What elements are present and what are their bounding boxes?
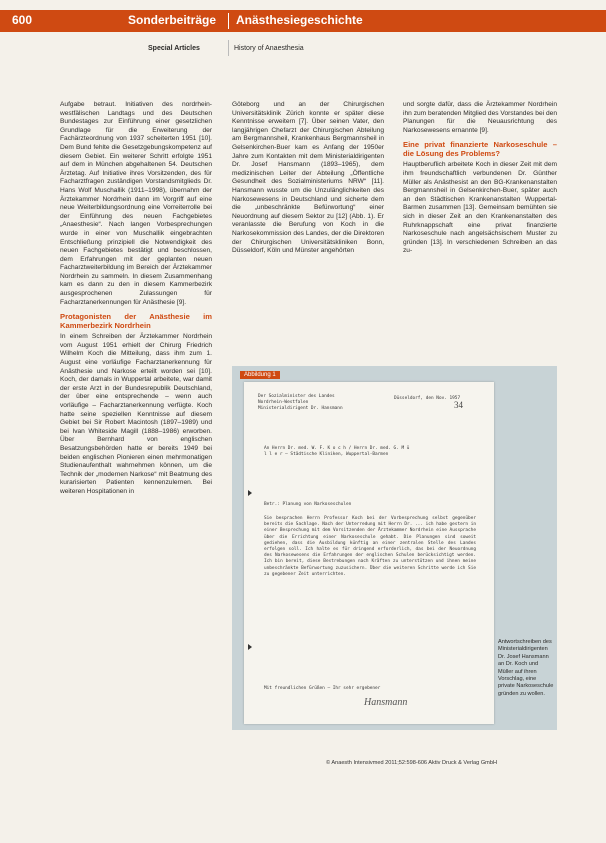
letter-date: Düsseldorf, den Nov. 1957 (394, 396, 461, 401)
letter-closing: Mit freundlichen Grüßen — Ihr sehr ergebener (264, 686, 381, 691)
figure-label: Abbildung 1 (240, 371, 280, 379)
header-divider (228, 13, 229, 29)
section-heading: Protagonisten der Anästhesie im Kammerbezirk Nordrhein (60, 312, 212, 331)
footer-copyright: © Anaesth Intensivmed 2011;52:598-606 Aktiv Druck & Verlag GmbH (326, 760, 497, 766)
header-bar (0, 10, 606, 32)
section-heading: Eine privat finanzierte Narkoseschule – die Lösung des Problems? (403, 140, 557, 159)
letter-sender: Der Sozialminister des Landes Nordrhein-Westfalen Ministerialdirigent Dr. Hansmann (258, 394, 343, 412)
paragraph: Aufgabe betraut. Initiativen des nordrhein-westfälischen Landtags und des Deutschen Bundestages zur Einführung einer gesetzlichen Grundlage für die Erweiterung der Fachärzteordnung von 1937 scheiterten 1951 [10]. Dem Bund fehlte die Gesetzgebungskompetenz auf diesem Gebiet. Ein weiterer Schritt erfolgte 1951 auf dem in München abgehaltenen 54. Deutschen Ärztetag. Auf Initiative ihres Vorsitzenden, des für Facharztfragen zuständigen Vorstandsmitglieds Dr. Hans Wolf Muschallik (1911–1998), übernahm der Ärztekammer Nordrhein dann im Vorgriff auf eine neue Weiterbildungsordnung eine Vorreiterrolle bei der Einführung des neuen Fachgebietes „Anaesthesie“. Nach langen Vorbesprechungen wurde in einer von Muschallik eingebrachten Entschließung prinzipiell die Notwendigkeit des neuen Fachgebietes bestätigt und beschlossen, dem Erfahrungen mit der geplanten neuen Facharztweiterbildung im Bereich der Ärztekammer Nordrhein zu sammeln. In diesem Zusammenhang kam es dann zu den in diesem Kammerbezirk ausgesprochenen Zulassungen für Facharztanerkennungen für Anästhesie [9]. (60, 101, 212, 306)
figure-caption: Antwortschreiben des Ministerialdirigenten Dr. Josef Hansmann an Dr. Koch und Müller auf ihren Vorschlag, eine private Narkoseschule gründen zu wollen. (498, 639, 554, 697)
letter-signature: Hansmann (364, 697, 408, 708)
letter-handwritten-number: 34 (454, 400, 463, 410)
section-title: Sonderbeiträge (128, 13, 217, 27)
letter-recipient: An Herrn Dr. med. W. F. K o c h / Herrn Dr. med. G. M ü l l e r — Städtische Kliniken, Wuppertal-Barmen (264, 446, 410, 458)
column-1 (60, 101, 212, 501)
subheader-right: History of Anaesthesia (234, 45, 304, 52)
margin-arrow-icon (248, 490, 252, 496)
paragraph: und sorgte dafür, dass die Ärztekammer Nordrhein ihn zum beratenden Mitglied des Vorstandes bei den Planungen für die Neuausrichtung des Narkosewesens ernannte [9]. (403, 101, 557, 134)
letter-scan (244, 382, 494, 724)
letter-body: Sie besprachen Herrn Professor Koch bei der Vorbesprechung selbst gegenüber bereits die Sachlage. Nach der Unterredung mit Herrn Dr. ... ich habe gestern in einer Besprechung mit dem Vorsitzenden der Ärztekammer Nordrhein eine Aussprache über die Errichtung einer Narkoseschule gehabt. Die Planungen sind soweit gediehen, dass die Ausbildung künftig an einer zentralen Stelle des Landes erfolgen soll. Ich halte es für dringend erforderlich, das bei der Neuordnung des Narkosewesens die Erfahrungen der englischen Schulen berücksichtigt werden. Ich bin bereit, diese Bestrebungen nach Kräften zu unterstützen und ihnen meine unbeschränkte Befürwortung zuzusichern. Über die weiteren Schritte werde ich Sie zu gegebener Zeit unterrichten. (264, 516, 476, 577)
letter-subject: Betr.: Planung von Narkoseschulen (264, 502, 352, 507)
column-2 (232, 101, 384, 260)
topic-title: Anästhesiegeschichte (236, 13, 363, 27)
paragraph: Göteborg und an der Chirurgischen Universitätsklinik Zürich konnte er später diese Kenntnisse erweitern [7]. Über seinen Vater, den langjährigen Chefarzt der Chirurgischen Abteilung am Bergmannsheil, Krankenhaus Bergmannsheil in Gelsenkirchen-Buer kam es Anfang der 1950er Jahre zum Kontakten mit dem Ministerialdirigenten Dr. Josef Hansmann (1893–1965), dem medizinischen Leiter der Abteilung „Öffentliche Gesundheit des Sozialministeriums NRW“ [11]. Hansmann wusste um die Unzulänglichkeiten des Narkosewesens in Deutschland und sicherte dem die „unbeschränkte Befürwortung“ einer Neuordnung auf diesem Sektor zu [12] (Abb. 1). Er veranlasste die Berufung von Koch in die Narkosekommission des Landes, der die Direktoren der Chirurgischen Universitätskliniken Bonn, Düsseldorf, Köln und Münster angehörten (232, 101, 384, 255)
subheader-left: Special Articles (148, 45, 200, 52)
subheader-divider (228, 40, 229, 56)
paragraph: Hauptberuflich arbeitete Koch in dieser Zeit mit dem ihm freundschaftlich verbundenen Dr. Günther Müller als Anästhesist an den BG-Krankenanstalten Bergmannsheil in Gelsenkirchen-Buer, später auch an den Städtischen Krankenanstalten Wuppertal-Barmen zusammen [13]. Gemeinsam bemühten sie sich in dieser Zeit an den Krankenanstalten des Ruhrknappschaft eine privat finanzierte Narkoseschule nach angelsächsischem Muster zu gründen [13]. In verschiedenen Schreiben an das zu- (403, 161, 557, 255)
column-3 (403, 101, 557, 260)
paragraph: In einem Schreiben der Ärztekammer Nordrhein vom August 1951 erhielt der Chirurg Friedrich Wilhelm Koch die Mitteilung, dass ihm zum 1. August eine vorläufige Facharztanerkennung für Anästhesie und Narkose erteilt worden sei [10]. Koch, der damals in Wuppertal arbeitete, war damit der erste Arzt in der Bundesrepublik Deutschland, der über eine entsprechende – wenn auch vorläufige – Facharztanerkennung verfügte. Koch hatte seine speziellen Kenntnisse auf diesem Gebiet bei Sir Robert Macintosh (1897–1989) und bei Ivan Whiteside Magill (1888–1986) erworben. Über Bernhard von englischen Besatzungsbehörden hatte er bereits 1949 bei beiden englischen Pionieren einen mehrmonatigen Studienaufenthalt wahrnehmen können, um die Technik der „modernen Narkose“ mit Beatmung des kurarisierten Patienten kennenzulernen. Bei weiteren Hospitationen in (60, 333, 212, 495)
page-number: 600 (12, 13, 33, 27)
figure-1 (232, 366, 557, 730)
margin-arrow-icon (248, 644, 252, 650)
